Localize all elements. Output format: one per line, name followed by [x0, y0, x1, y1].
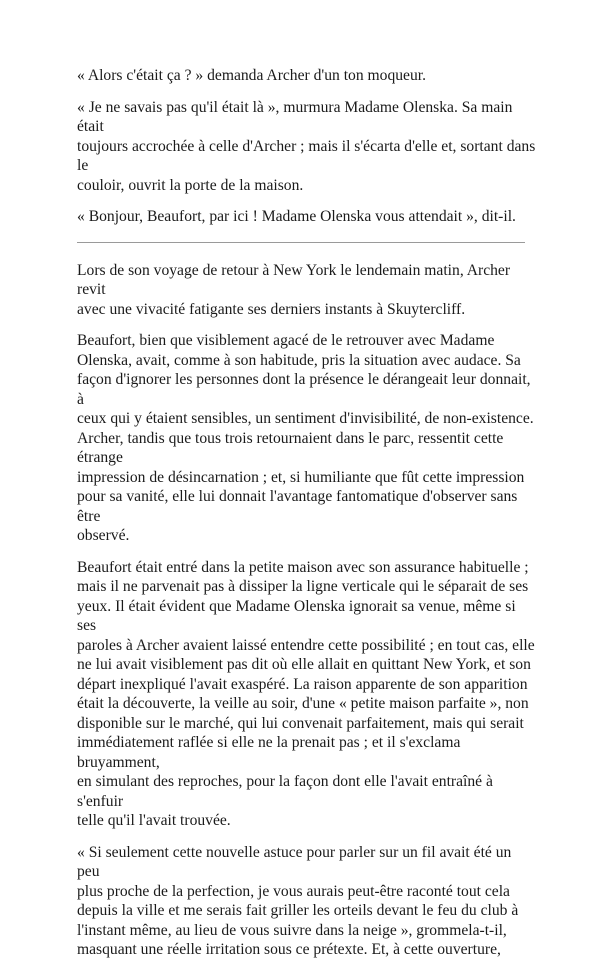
- paragraph: Beaufort, bien que visiblement agacé de le retrouver avec Madame Olenska, avait, comme à son habitude, pris la situation avec audace. Sa façon d'ignorer les personnes dont la présence le dérangeait leur donnait, à ceux qui y étaient sensibles, un sentiment d'invisibilité, de non-existence. Archer, tandis que tous trois retournaient dans le parc, ressentit cette étrange impression de désincarnation ; et, si humiliante que fût cette impression pour sa vanité, elle lui donnait l'avantage fantomatique d'observer sans être observé.: [77, 332, 534, 544]
- paragraph: Beaufort était entré dans la petite maison avec son assurance habituelle ; mais il ne parvenait pas à dissiper la ligne verticale qui le séparait de ses yeux. Il était évident que Madame Olenska ignorait sa venue, même si ses paroles à Archer avaient laissé entendre cette possibilité ; en tout cas, elle ne lui avait visiblement pas dit où elle allait en quittant New York, et son départ inexpliqué l'avait exaspéré. La raison apparente de son apparition était la découverte, la veille au soir, d'une « petite maison parfaite », non disponible sur le marché, qui lui convenait parfaitement, mais qui serait immédiatement raflée si elle ne la prenait pas ; et il s'exclama bruyamment, en simulant des reproches, pour la façon dont elle l'avait entraîné à s'enfuir telle qu'il l'avait trouvée.: [77, 558, 535, 829]
- paragraph: « Bonjour, Beaufort, par ici ! Madame Olenska vous attendait », dit-il.: [77, 208, 516, 225]
- document-page: [77, 66, 537, 972]
- paragraph: « Alors c'était ça ? » demanda Archer d'un ton moqueur.: [77, 67, 427, 84]
- paragraph: « Je ne savais pas qu'il était là », murmura Madame Olenska. Sa main était toujours accrochée à celle d'Archer ; mais il s'écarta d'elle et, sortant dans le couloir, ouvrit la porte de la maison.: [77, 98, 536, 194]
- paragraph: Lors de son voyage de retour à New York le lendemain matin, Archer revit avec une vivacité fatigante ses derniers instants à Skuytercliff.: [77, 261, 511, 318]
- section-divider: [77, 242, 525, 243]
- paragraph: « Si seulement cette nouvelle astuce pour parler sur un fil avait été un peu plus proche de la perfection, je vous aurais peut-être raconté tout cela depuis la ville et me serais fait griller les orteils devant le feu du club à l'instant même, au lieu de vous suivre dans la neige », grommela-t-il, masquant une réelle irritation sous ce prétexte. Et, à cette ouverture,: [77, 843, 519, 958]
